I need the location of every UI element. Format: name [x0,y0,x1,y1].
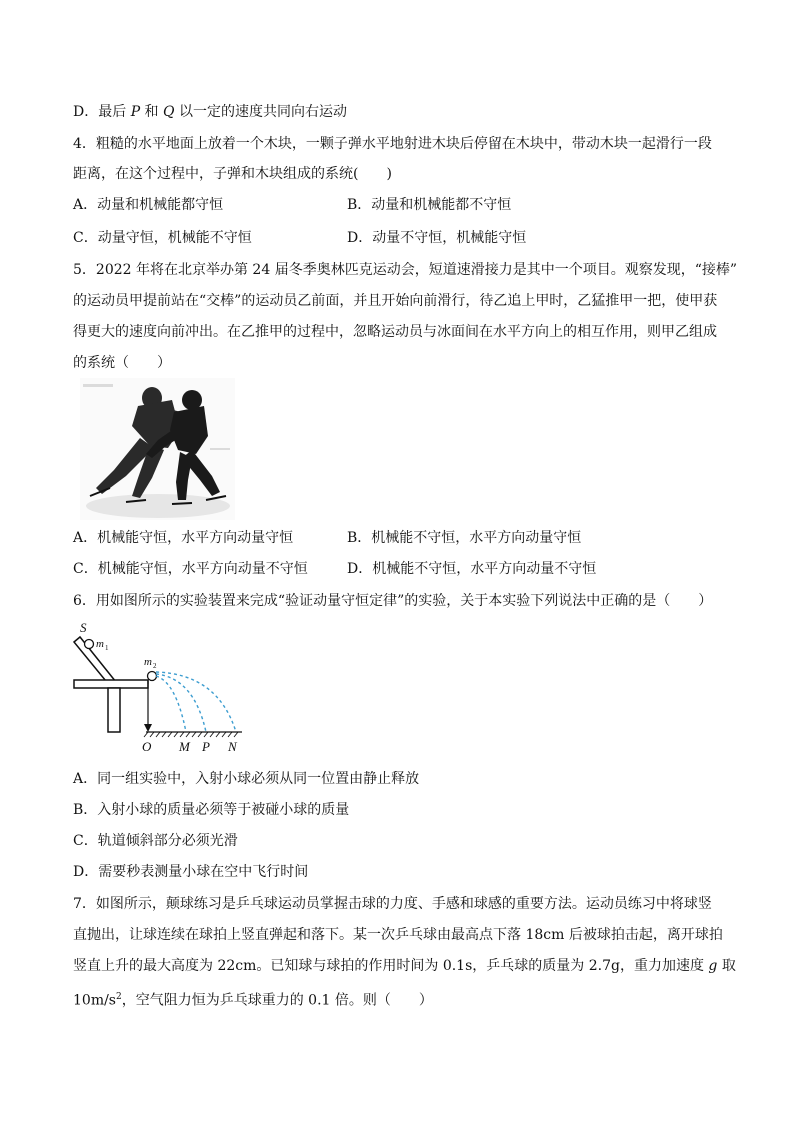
plumb-arrow [144,724,152,732]
label-m: M [179,739,190,754]
q5-option-b[interactable]: B．机械能不守恒，水平方向动量守恒 [347,530,582,546]
q7-stem-line3-text-2: 取 [717,958,736,974]
q6-option-d[interactable]: D．需要秒表测量小球在空中飞行时间 [73,864,309,880]
label-n: N [228,739,237,754]
label-s: S [80,620,87,635]
ball-m1 [85,640,94,649]
q7-stem-line2: 直抛出，让球连续在球拍上竖直弹起和落下。某一次乒乓球由最高点下落 18cm 后被球拍击起，离开球拍 [73,927,723,943]
var-q: Q [163,104,175,120]
ball-m2 [148,672,157,681]
q5-option-c[interactable]: C．机械能守恒，水平方向动量不守恒 [73,561,308,577]
label-m2-sub: 2 [153,662,157,670]
q6-stem: 6．用如图所示的实验装置来完成“验证动量守恒定律”的实验，关于本实验下列说法中正确的是（ ） [73,593,713,609]
q5-stem-line1: 5．2022 年将在北京举办第 24 届冬季奥林匹克运动会，短道速滑接力是其中一个项目。观察发现，“接棒” [73,262,738,278]
inclined-track [74,637,116,686]
q6-option-a[interactable]: A．同一组实验中，入射小球必须从同一位置由静止释放 [73,771,420,787]
q4-option-b[interactable]: B．动量和机械能都不守恒 [347,197,512,213]
q5-option-d[interactable]: D．机械能不守恒，水平方向动量不守恒 [347,561,597,577]
q5-stem-line4: 的系统（ ） [73,355,171,371]
collision-apparatus-diagram [72,618,252,756]
label-m1-sub: 1 [105,644,109,652]
q4-stem-line1: 4．粗糙的水平地面上放着一个木块，一颗子弹水平地射进木块后停留在木块中，带动木块一起滑行一段 [73,136,712,152]
unit-acceleration: 10m/s [73,992,116,1009]
q7-stem-line1: 7．如图所示，颠球练习是乒乓球运动员掌握击球的力度、手感和球感的重要方法。运动员练习中将球竖 [73,896,712,912]
q5-option-a[interactable]: A．机械能守恒，水平方向动量守恒 [73,530,294,546]
q5-stem-line3: 得更大的速度向前冲出。在乙推甲的过程中，忽略运动员与冰面间在水平方向上的相互作用，则甲乙组成 [73,324,717,340]
q7-stem-line4-text: ，空气阻力恒为乒乓球重力的 0.1 倍。则（ ） [121,992,433,1009]
q4-option-c[interactable]: C．动量守恒，机械能不守恒 [73,230,252,246]
q3-option-d-text-2: 和 [140,104,164,120]
label-o: O [142,739,152,754]
trajectory-m [156,676,186,732]
var-p: P [130,104,141,120]
q4-stem-line2: 距离，在这个过程中，子弹和木块组成的系统( ) [73,166,392,182]
q7-stem-line3-text: 竖直上升的最大高度为 22cm。已知球与球拍的作用时间为 0.1s，乒乓球的质量为 2.7g，重力加速度 [73,958,709,974]
q5-stem-line2: 的运动员甲提前站在“交棒”的运动员乙前面，并且开始向前滑行，待乙追上甲时，乙猛推甲一把，使甲获 [73,293,718,309]
unit-exponent: 2 [116,992,122,1002]
var-g: g [708,958,718,974]
label-m1: m [96,638,104,650]
speed-skating-photo [80,378,235,520]
q4-option-d[interactable]: D．动量不守恒，机械能守恒 [347,230,527,246]
q3-option-d[interactable] [73,102,734,122]
label-p: P [202,739,210,754]
label-m2: m [144,656,152,668]
q3-option-d-text: D．最后 [73,104,131,120]
q7-stem-line4 [73,987,734,1011]
table-leg [108,688,120,732]
q3-option-d-text-3: 以一定的速度共同向右运动 [174,104,347,120]
q7-stem-line3 [73,956,734,976]
q4-option-a[interactable]: A．动量和机械能都守恒 [73,197,224,213]
q6-option-c[interactable]: C．轨道倾斜部分必须光滑 [73,833,238,849]
horizontal-track [74,680,148,688]
q6-option-b[interactable]: B．入射小球的质量必须等于被碰小球的质量 [73,802,350,818]
